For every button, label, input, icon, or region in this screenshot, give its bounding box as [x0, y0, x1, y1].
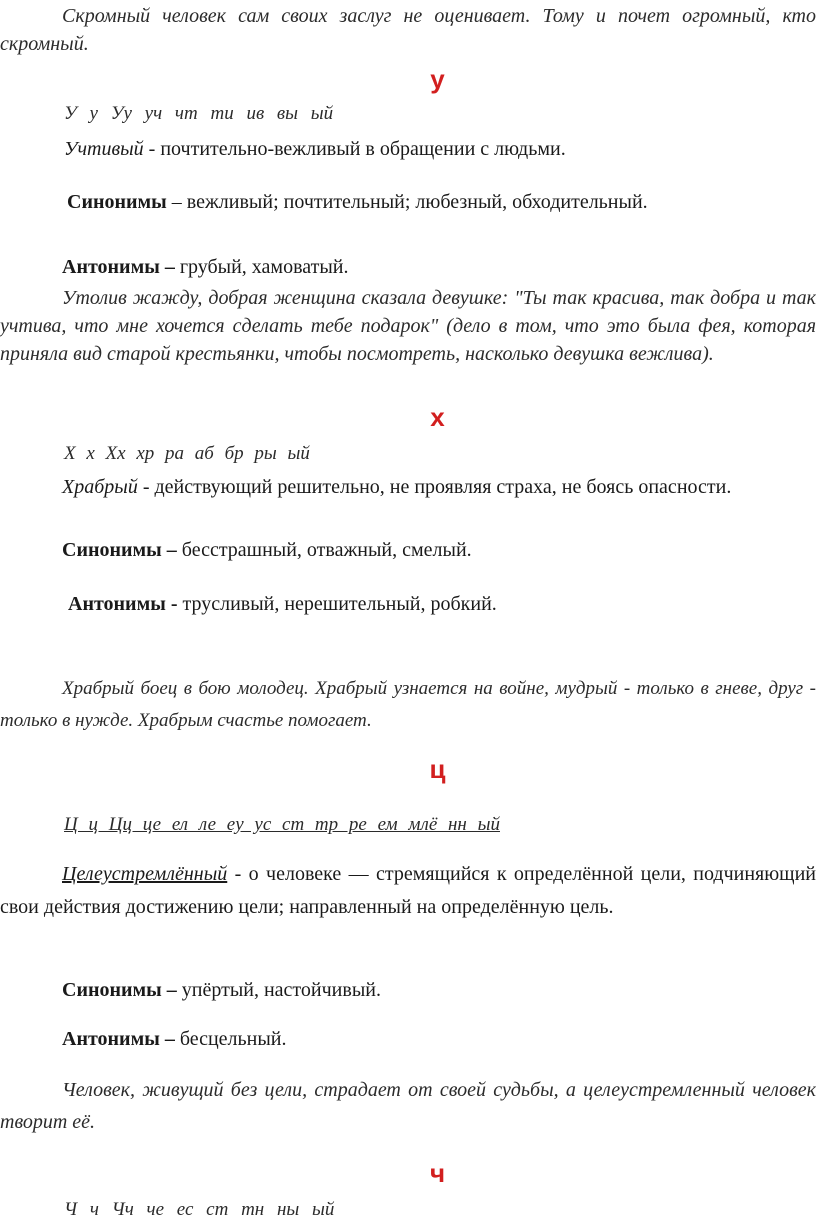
antonyms-kh	[0, 589, 816, 619]
definition-text-u: - почтительно-вежливый в обращении с людьми.	[143, 138, 566, 160]
synonyms-text-kh: бесстрашный, отважный, смелый.	[176, 539, 472, 561]
example-ts: Человек, живущий без цели, страдает от своей судьбы, а целеустремленный человек творит её.	[0, 1079, 816, 1133]
syllables-u: У у Уу уч чт ти ив вы ый	[64, 103, 334, 124]
definition-u	[0, 134, 816, 164]
definition-ts	[0, 858, 816, 924]
synonyms-label-u: Синонимы	[67, 191, 167, 213]
antonyms-text-kh: трусливый, нерешительный, робкий.	[177, 593, 497, 615]
syllables-ts: Ц ц Цц це ел ле еу ус ст тр ре ем млё нн ый	[64, 814, 500, 835]
section-letter-ts: ц	[429, 754, 446, 784]
antonyms-label-ts: Антонимы –	[62, 1028, 175, 1050]
synonyms-u	[0, 187, 816, 217]
antonyms-u	[0, 252, 816, 282]
definition-kh	[0, 472, 816, 502]
synonyms-kh	[0, 535, 816, 565]
example-kh: Храбрый боец в бою молодец. Храбрый узнается на войне, мудрый - только в гневе, друг - только в нужде. Храбрым счастье помогает.	[0, 678, 816, 731]
top-quote: Скромный человек сам своих заслуг не оценивает. Тому и почет огромный, кто скромный.	[0, 5, 816, 55]
synonyms-label-kh: Синонимы –	[62, 539, 177, 561]
synonyms-text-u: – вежливый; почтительный; любезный, обходительный.	[166, 191, 648, 213]
definition-text-ts: - о человеке — стремящийся к определённой цели, подчиняющий свои действия достижению цели; направленный на определённую цель.	[0, 863, 816, 918]
term-kh: Храбрый	[62, 476, 138, 498]
term-u: Учтивый	[64, 138, 144, 160]
antonyms-text-u: грубый, хамоватый.	[174, 256, 349, 278]
term-ts: Целеустремлённый	[62, 863, 228, 885]
antonyms-text-ts: бесцельный.	[174, 1028, 287, 1050]
synonyms-text-ts: упёртый, настойчивый.	[176, 979, 381, 1001]
antonyms-label-kh: Антонимы -	[68, 593, 178, 615]
section-letter-ch: ч	[429, 1158, 446, 1188]
example-u: Утолив жажду, добрая женщина сказала девушке: "Ты так красива, так добра и так учтива, что мне хочется сделать тебе подарок" (дело в том, что это была фея, которая приняла вид старой крестьянки, чтобы посмотреть, насколько девушка вежлива).	[0, 287, 816, 365]
antonyms-ts	[0, 1024, 816, 1054]
synonyms-label-ts: Синонимы –	[62, 979, 177, 1001]
synonyms-ts	[0, 975, 816, 1005]
syllables-kh: Х х Хх хр ра аб бр ры ый	[64, 443, 310, 464]
antonyms-label-u: Антонимы –	[62, 256, 175, 278]
section-letter-kh: х	[430, 402, 445, 432]
definition-text-kh: - действующий решительно, не проявляя страха, не боясь опасности.	[137, 476, 732, 498]
section-letter-u: у	[430, 64, 445, 94]
syllables-ch: Ч ч Чч че ес ст тн ны ый	[64, 1199, 335, 1220]
